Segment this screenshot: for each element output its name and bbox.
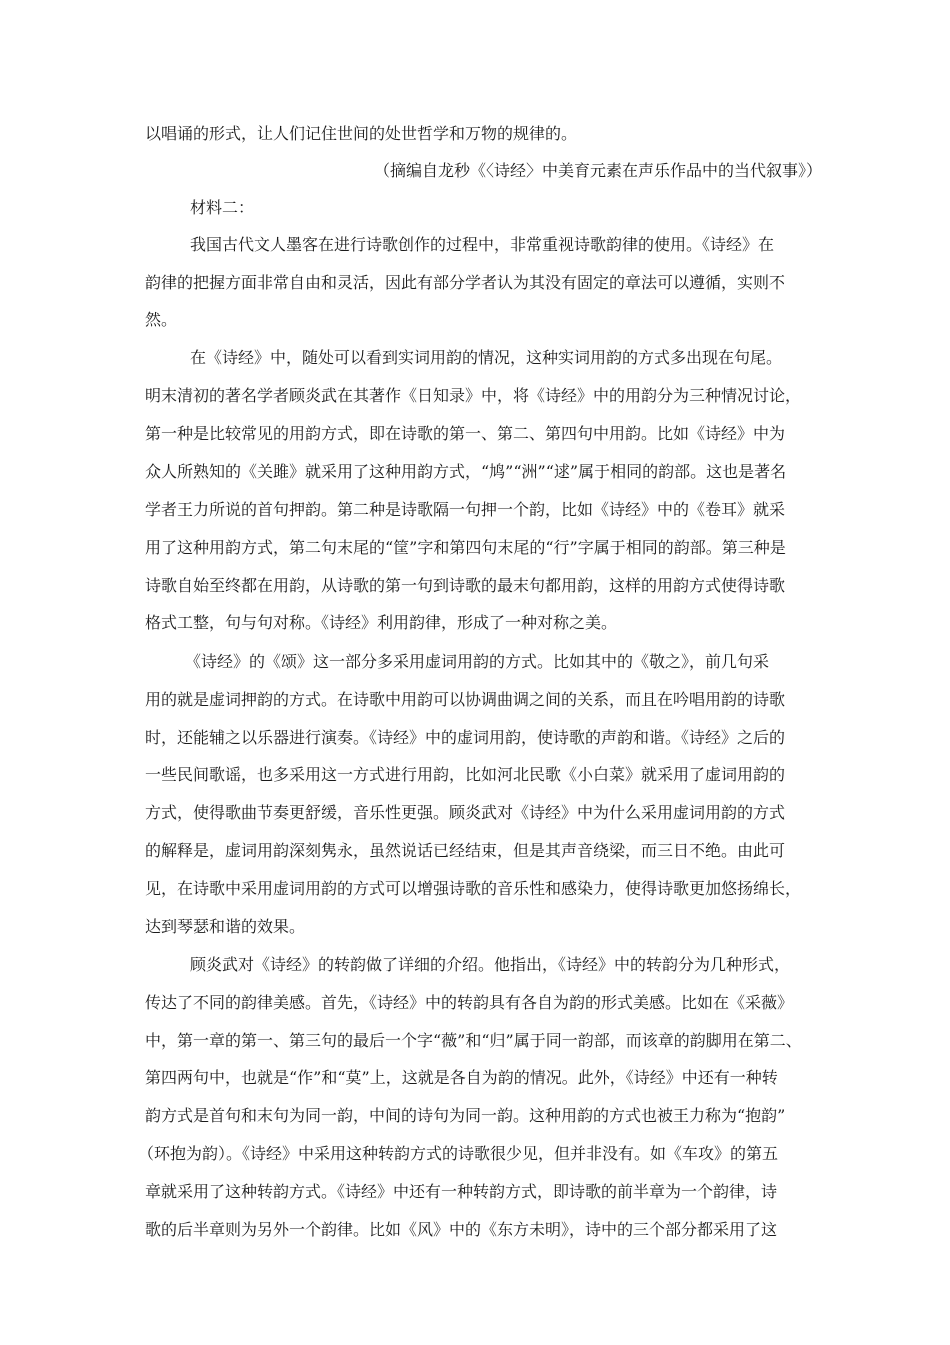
paragraph-line: 在《诗经》中，随处可以看到实词用韵的情况，这种实词用韵的方式多出现在句尾。 (190, 348, 783, 367)
paragraph-line: 韵律的把握方面非常自由和灵活，因此有部分学者认为其没有固定的章法可以遵循，实则不 (145, 273, 786, 292)
paragraph-line: （环抱为韵）。《诗经》中采用这种转韵方式的诗歌很少见，但并非没有。如《车攻》的第五 (138, 1144, 779, 1163)
paragraph-line: 格式工整，句与句对称。《诗经》利用韵律，形成了一种对称之美。 (145, 613, 618, 632)
paragraph-line: 一些民间歌谣，也多采用这一方式进行用韵，比如河北民歌《小白菜》就采用了虚词用韵的 (145, 765, 786, 784)
paragraph-line: 众人所熟知的《关雎》就采用了这种用韵方式，“鸠”“洲”“逑”属于相同的韵部。这也是著名 (145, 462, 787, 481)
paragraph-line: 见，在诗歌中采用虚词用韵的方式可以增强诗歌的音乐性和感染力，使得诗歌更加悠扬绵长， (145, 879, 802, 898)
paragraph-line: 然。 (145, 310, 178, 329)
paragraph-line: 用了这种用韵方式，第二句末尾的“筐”字和第四句末尾的“行”字属于相同的韵部。第三种是 (145, 538, 786, 557)
paragraph-line: 的解释是，虚词用韵深刻隽永，虽然说话已经结束，但是其声音绕梁，而三日不绝。由此可 (145, 841, 786, 860)
paragraph-line: 用的就是虚词押韵的方式。在诗歌中用韵可以协调曲调之间的关系，而且在吟唱用韵的诗歌 (145, 690, 786, 709)
material-heading: 材料二： (190, 198, 255, 217)
paragraph-line: 章就采用了这种转韵方式。《诗经》中还有一种转韵方式，即诗歌的前半章为一个韵律，诗 (145, 1182, 778, 1201)
paragraph-line: 学者王力所说的首句押韵。第二种是诗歌隔一句押一个韵，比如《诗经》中的《卷耳》就采 (145, 500, 786, 519)
paragraph-line: 时，还能辅之以乐器进行演奏。《诗经》中的虚词用韵，使诗歌的声韵和谐。《诗经》之后的 (145, 728, 786, 747)
paragraph-line: 诗歌自始至终都在用韵，从诗歌的第一句到诗歌的最末句都用韵，这样的用韵方式使得诗歌 (145, 576, 786, 595)
source-citation: （摘编自龙秒《〈诗经〉中美育元素在声乐作品中的当代叙事》） (373, 161, 822, 180)
paragraph-line: 我国古代文人墨客在进行诗歌创作的过程中，非常重视诗歌韵律的使用。《诗经》在 (190, 235, 775, 254)
paragraph-line: 明末清初的著名学者顾炎武在其著作《日知录》中，将《诗经》中的用韵分为三种情况讨论， (145, 386, 802, 405)
paragraph-line: 《诗经》的《颂》这一部分多采用虚词用韵的方式。比如其中的《敬之》，前几句采 (185, 652, 770, 671)
paragraph-line: 方式，使得歌曲节奏更舒缓，音乐性更强。顾炎武对《诗经》中为什么采用虚词用韵的方式 (145, 803, 786, 822)
paragraph-line: 中，第一章的第一、第三句的最后一个字“薇”和“归”属于同一韵部，而该章的韵脚用在第二、 (145, 1031, 802, 1050)
opening-line: 以唱诵的形式，让人们记住世间的处世哲学和万物的规律的。 (145, 124, 578, 143)
paragraph-line: 韵方式是首句和末句为同一韵，中间的诗句为同一韵。这种用韵的方式也被王力称为“抱韵” (145, 1106, 786, 1125)
paragraph-line: 传达了不同的韵律美感。首先，《诗经》中的转韵具有各自为韵的形式美感。比如在《采薇》 (145, 993, 794, 1012)
paragraph-line: 歌的后半章则为另外一个韵律。比如《风》中的《东方未明》，诗中的三个部分都采用了这 (145, 1220, 778, 1239)
paragraph-line: 达到琴瑟和谐的效果。 (145, 917, 306, 936)
paragraph-line: 第一种是比较常见的用韵方式，即在诗歌的第一、第二、第四句中用韵。比如《诗经》中为 (145, 424, 786, 443)
paragraph-line: 顾炎武对《诗经》的转韵做了详细的介绍。他指出，《诗经》中的转韵分为几种形式， (190, 955, 791, 974)
paragraph-line: 第四两句中，也就是“作”和“莫”上，这就是各自为韵的情况。此外，《诗经》中还有一种转 (145, 1068, 778, 1087)
